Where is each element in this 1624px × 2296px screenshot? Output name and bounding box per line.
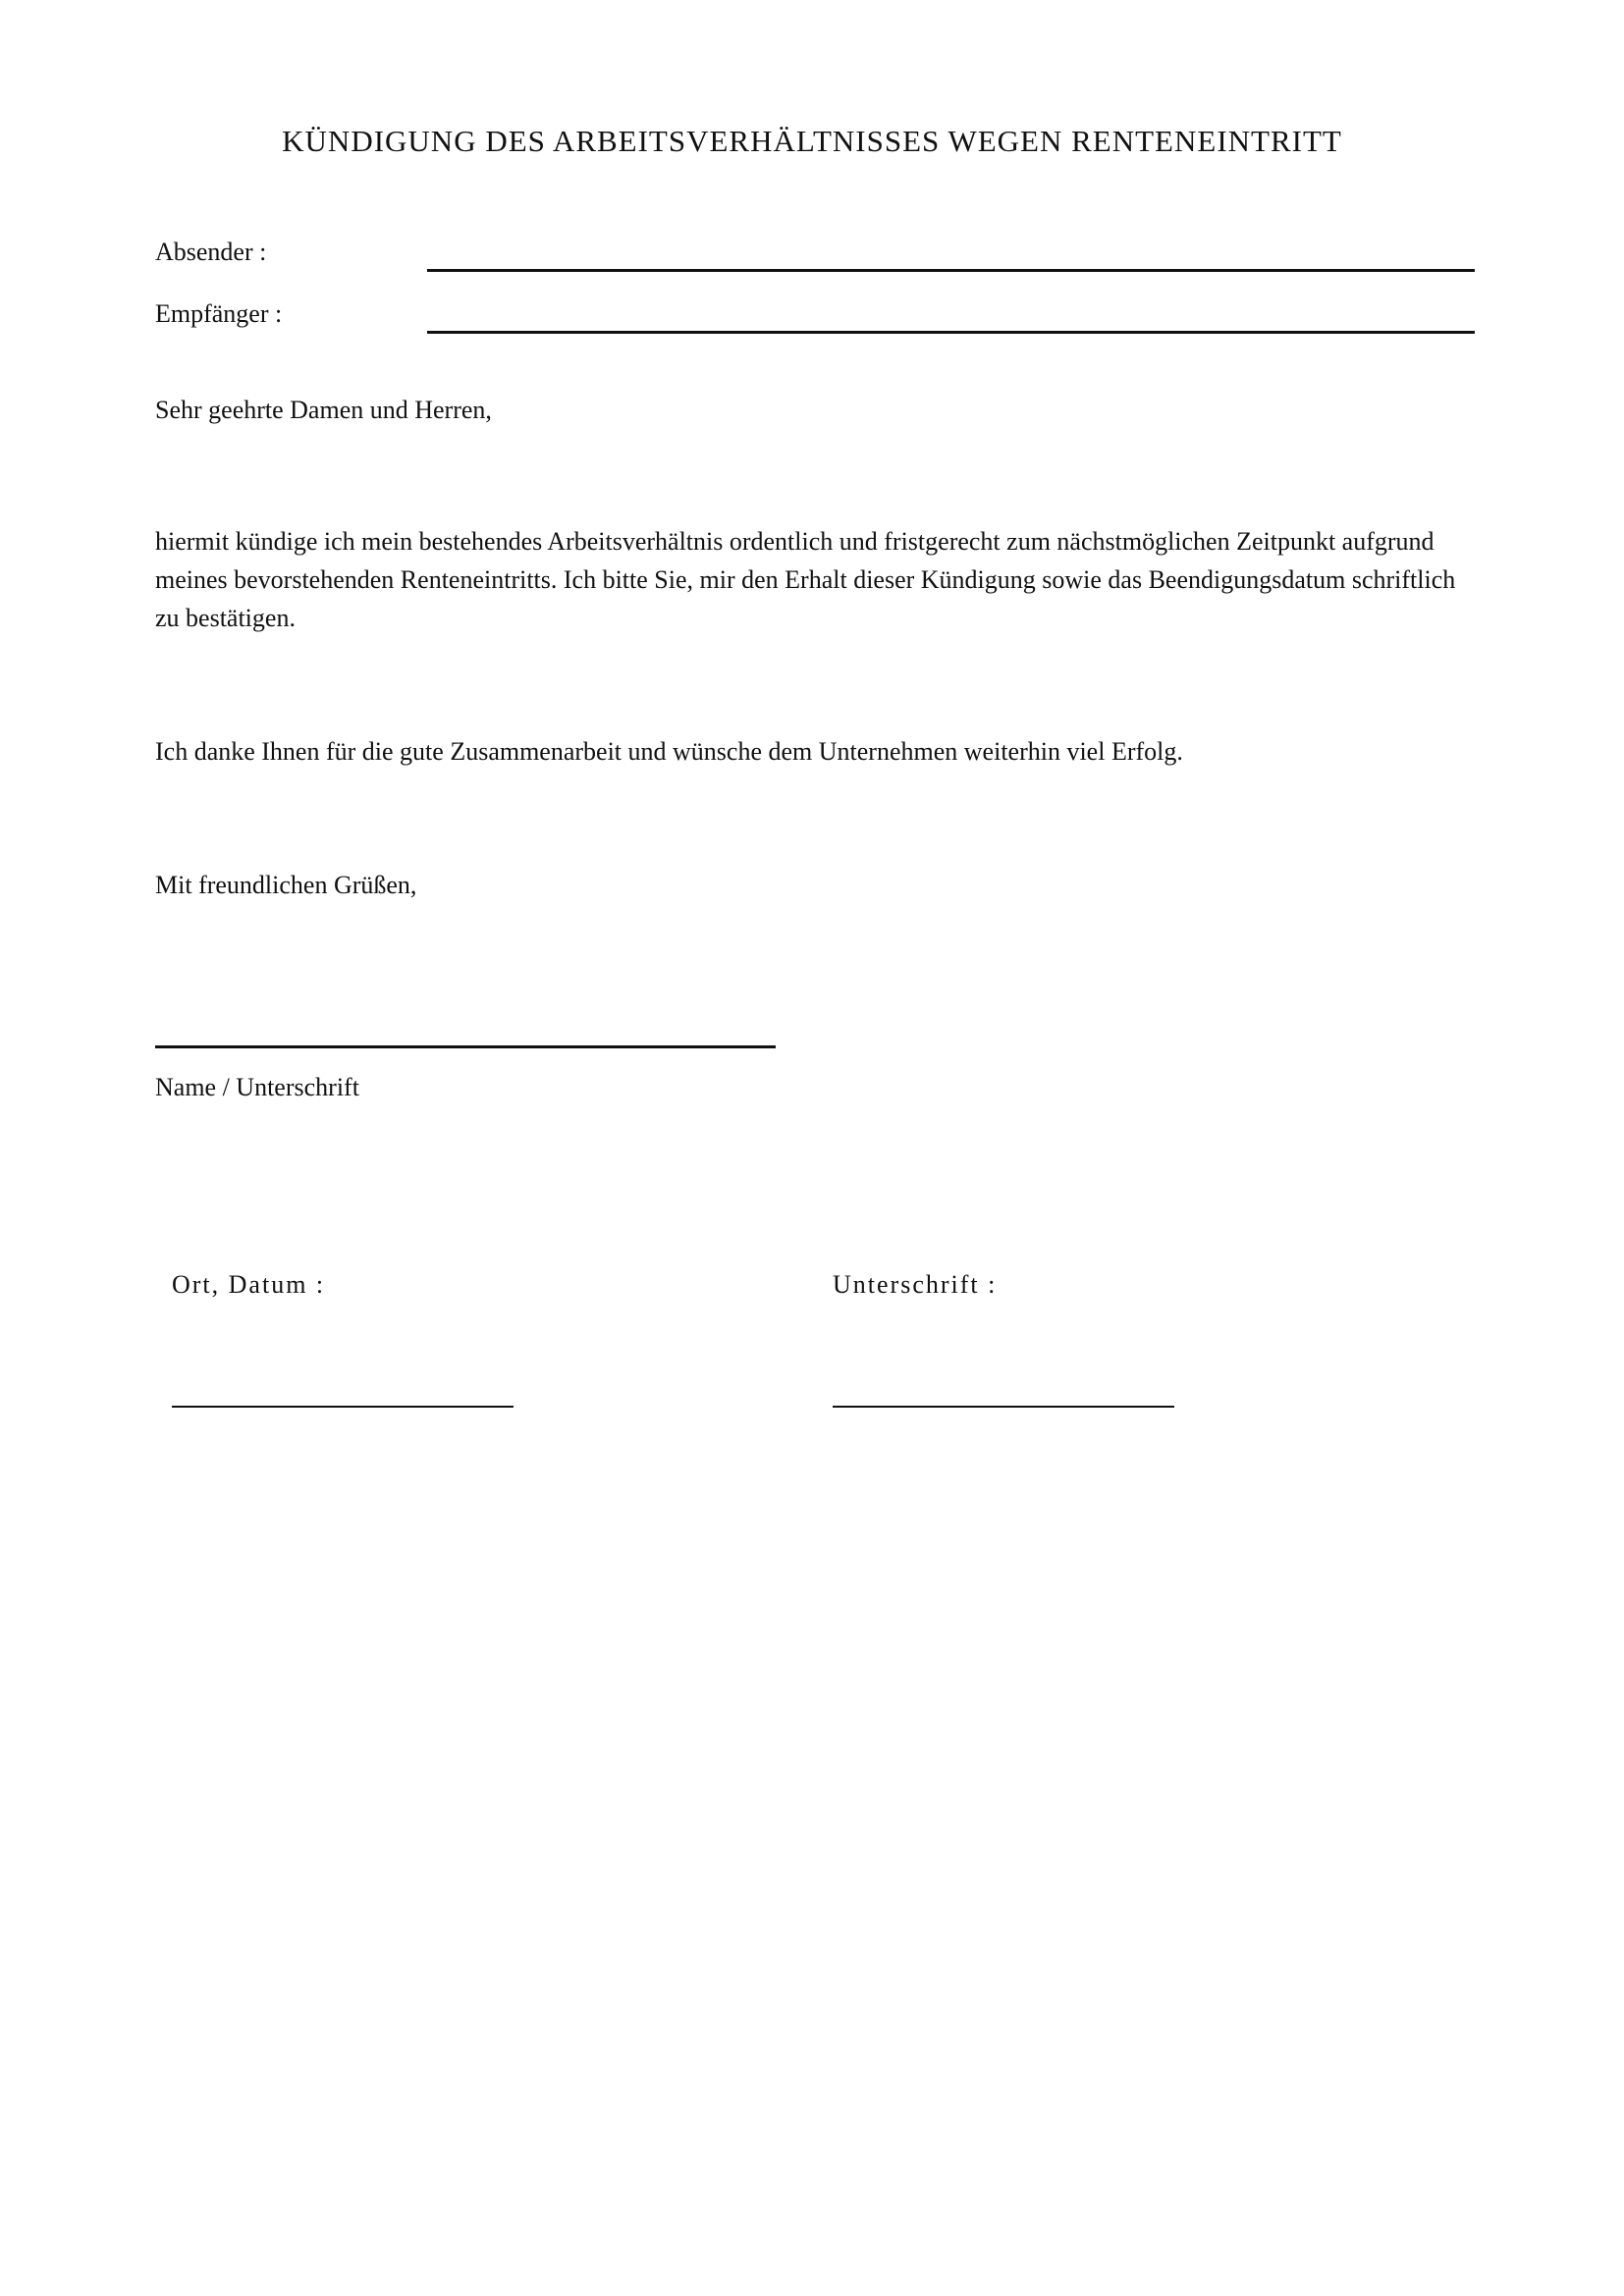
closing: Mit freundlichen Grüßen, — [155, 871, 417, 899]
name-signature-label: Name / Unterschrift — [155, 1073, 359, 1101]
recipient-label: Empfänger : — [155, 299, 283, 328]
sender-label: Absender : — [155, 238, 267, 266]
document-title: KÜNDIGUNG DES ARBEITSVERHÄLTNISSES WEGEN RENTENEINTRITT — [282, 124, 1342, 158]
thanks-paragraph: Ich danke Ihnen für die gute Zusammenarbeit und wünsche dem Unternehmen weiterhin viel Erfolg. — [155, 737, 1183, 766]
salutation: Sehr geehrte Damen und Herren, — [155, 396, 492, 424]
name-signature-line[interactable] — [155, 1045, 776, 1048]
body-paragraph: hiermit kündige ich mein bestehendes Arbeitsverhältnis ordentlich und fristgerecht zum nächstmöglichen Zeitpunkt aufgrund meines bevorstehenden Renteneintritts. Ich bitte Sie, mir den Erhalt dieser Kündigung sowie das Beendigungsdatum schriftlich zu bestätigen. — [155, 527, 1456, 632]
recipient-line[interactable] — [427, 331, 1475, 334]
place-date-label: Ort, Datum : — [172, 1270, 326, 1299]
place-date-line[interactable] — [172, 1406, 514, 1408]
signature-label: Unterschrift : — [833, 1270, 998, 1299]
signature-line[interactable] — [833, 1406, 1174, 1408]
sender-line[interactable] — [427, 269, 1475, 272]
